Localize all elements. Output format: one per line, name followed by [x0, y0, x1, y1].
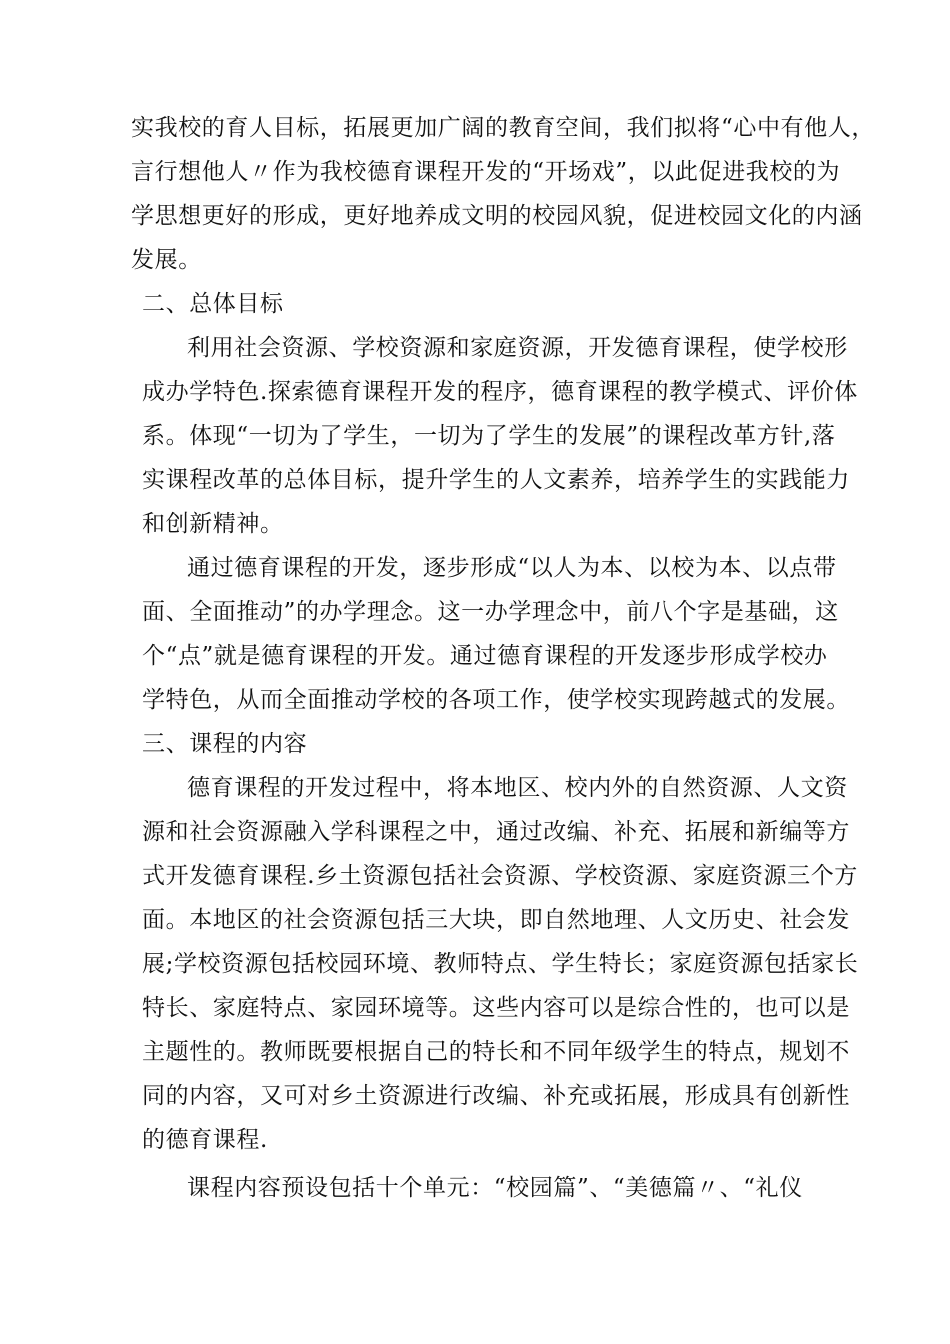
paragraph-line: 特长、家庭特点、家园环境等。这些内容可以是综合性的，也可以是: [142, 995, 850, 1021]
paragraph-line: 发展。: [131, 247, 202, 273]
paragraph-line: 通过德育课程的开发，逐步形成“以人为本、以校为本、以点带: [187, 555, 837, 581]
paragraph-line: 学特色，从而全面推动学校的各项工作，使学校实现跨越式的发展。: [142, 687, 850, 713]
paragraph-line: 实我校的育人目标，拓展更加广阔的教育空间，我们拟将“心中有他人，: [131, 115, 875, 141]
paragraph-line: 式开发德育课程.乡土资源包括社会资源、学校资源、家庭资源三个方: [142, 863, 858, 889]
paragraph-line: 展;学校资源包括校园环境、教师特点、学生特长；家庭资源包括家长: [142, 951, 859, 977]
paragraph-line: 源和社会资源融入学科课程之中，通过改编、补充、拓展和新编等方: [142, 819, 850, 845]
paragraph-line: 面。本地区的社会资源包括三大块，即自然地理、人文历史、社会发: [142, 907, 850, 933]
paragraph-line: 实课程改革的总体目标，提升学生的人文素养，培养学生的实践能力: [142, 467, 850, 493]
paragraph-line: 成办学特色.探索德育课程开发的程序，德育课程的教学模式、评价体: [142, 379, 858, 405]
paragraph-line: 利用社会资源、学校资源和家庭资源，开发德育课程，使学校形: [187, 335, 848, 361]
section-heading: 三、课程的内容: [142, 731, 308, 757]
paragraph-line: 面、全面推动”的办学理念。这一办学理念中，前八个字是基础，这: [142, 599, 839, 625]
paragraph-line: 系。体现“一切为了学生，一切为了学生的发展”的课程改革方针,落: [142, 423, 836, 449]
section-heading: 二、总体目标: [142, 291, 284, 317]
paragraph-line: 言行想他人〃作为我校德育课程开发的“开场戏”，以此促进我校的为: [131, 159, 841, 185]
paragraph-line: 个“点”就是德育课程的开发。通过德育课程的开发逐步形成学校办: [142, 643, 828, 669]
paragraph-line: 德育课程的开发过程中，将本地区、校内外的自然资源、人文资: [187, 775, 848, 801]
paragraph-line: 学思想更好的形成，更好地养成文明的校园风貌，促进校园文化的内涵: [131, 203, 863, 229]
paragraph-line: 主题性的。教师既要根据自己的特长和不同年级学生的特点，规划不: [142, 1039, 850, 1065]
paragraph-line: 和创新精神。: [142, 511, 284, 537]
paragraph-line: 同的内容，又可对乡土资源进行改编、补充或拓展，形成具有创新性: [142, 1083, 850, 1109]
paragraph-line: 的德育课程.: [142, 1127, 268, 1153]
paragraph-line: 课程内容预设包括十个单元：“校园篇”、“美德篇〃、“礼仪: [187, 1175, 803, 1201]
